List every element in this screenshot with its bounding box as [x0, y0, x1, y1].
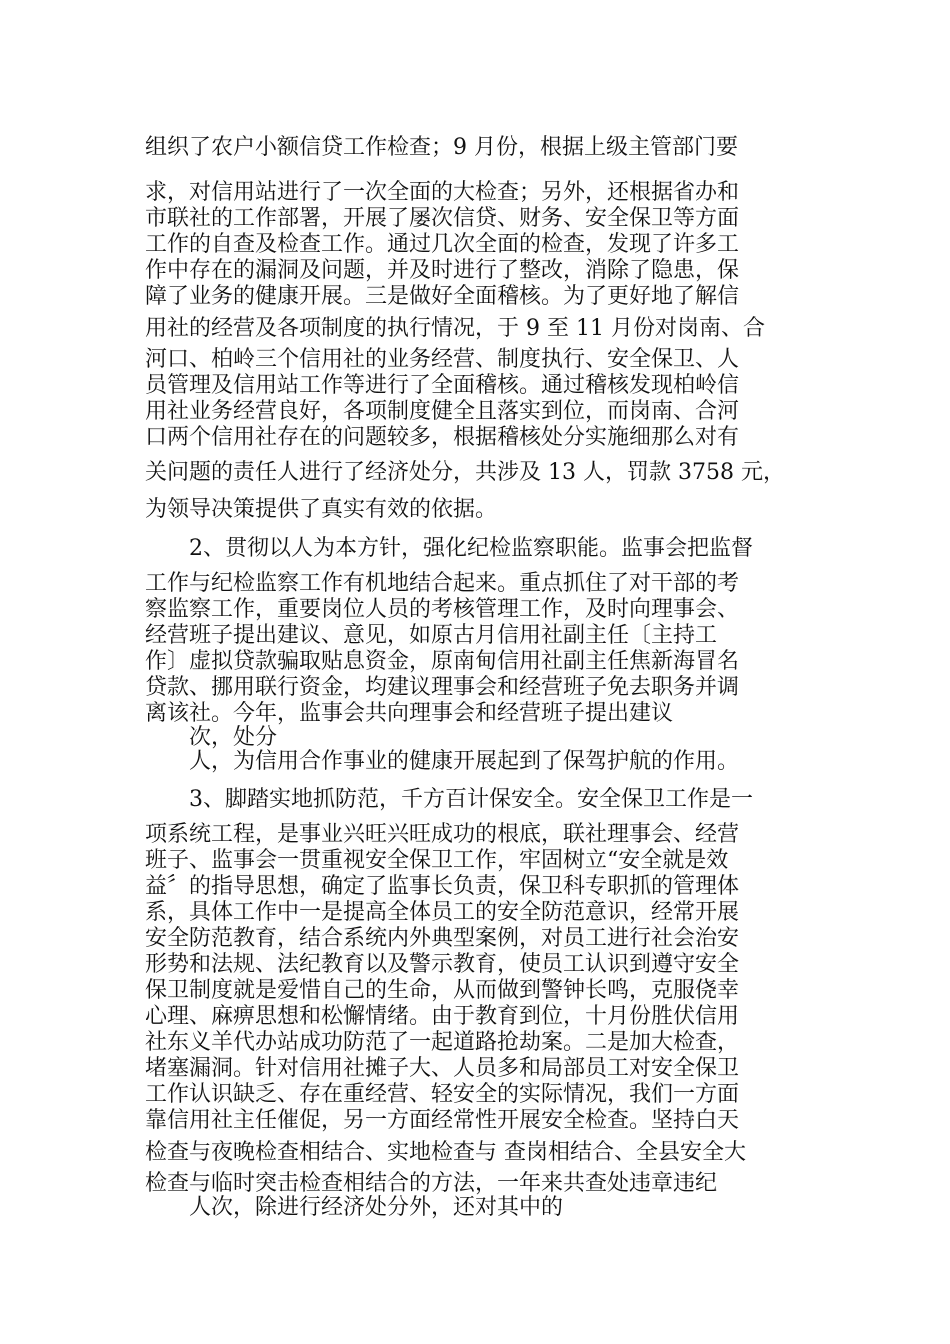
- text-line: 河口、柏岭三个信用社的业务经营、制度执行、安全保卫、人: [145, 347, 740, 372]
- text-line: 次，处分: [189, 725, 278, 750]
- text-line: 检查与夜晚检查相结合、实地检查与 查岗相结合、全县安全大: [145, 1140, 746, 1165]
- text-line: 障了业务的健康开展。三是做好全面稽核。为了更好地了解信: [145, 284, 740, 309]
- text-line: 安全防范教育，结合系统内外典型案例，对员工进行社会治安: [145, 926, 740, 951]
- text-line: 贷款、挪用联行资金，均建议理事会和经营班子免去职务并调: [145, 675, 740, 700]
- text-line: 用社的经营及各项制度的执行情况，于 9 至 11 月份对岗南、合: [145, 316, 765, 341]
- text-line: 为领导决策提供了真实有效的依据。: [145, 497, 498, 522]
- text-line: 形势和法规、法纪教育以及警示教育，使员工认识到遵守安全: [145, 952, 740, 977]
- text-line: 察监察工作，重要岗位人员的考核管理工作，及时向理事会、: [145, 597, 740, 622]
- text-line: 作〕虚拟贷款骗取贴息资金，原南甸信用社副主任焦新海冒名: [145, 649, 740, 674]
- text-line: 求，对信用站进行了一次全面的大检查；另外，还根据省办和: [145, 180, 740, 205]
- text-line: 口两个信用社存在的问题较多，根据稽核处分实施细那么对有: [145, 425, 740, 450]
- text-line: 系，具体工作中一是提高全体员工的安全防范意识，经常开展: [145, 900, 740, 925]
- text-line: 检查与临时突击检查相结合的方法，一年来共查处违章违纪: [145, 1171, 718, 1196]
- text-line: 经营班子提出建议、意见，如原古月信用社副主任〔主持工: [145, 623, 718, 648]
- text-line: 员管理及信用站工作等进行了全面稽核。通过稽核发现柏岭信: [145, 373, 740, 398]
- text-line: 益〞的指导思想，确定了监事长负责，保卫科专职抓的管理体: [145, 874, 740, 899]
- text-line: 3、脚踏实地抓防范，千方百计保安全。安全保卫工作是一: [189, 787, 753, 812]
- text-line: 工作的自查及检查工作。通过几次全面的检查，发现了许多工: [145, 232, 740, 257]
- text-line: 人次，除进行经济处分外，还对其中的: [189, 1195, 564, 1220]
- text-line: 班子、监事会一贯重视安全保卫工作，牢固树立“安全就是效: [145, 848, 729, 873]
- text-line: 工作认识缺乏、存在重经营、轻安全的实际情况，我们一方面: [145, 1082, 740, 1107]
- text-line: 作中存在的漏洞及问题，并及时进行了整改，消除了隐患，保: [145, 258, 740, 283]
- text-line: 市联社的工作部署，开展了屡次信贷、财务、安全保卫等方面: [145, 206, 740, 231]
- text-line: 关问题的责任人进行了经济处分，共涉及 13 人，罚款 3758 元，: [145, 460, 785, 485]
- text-line: 离该社。今年，监事会共向理事会和经营班子提出建议: [145, 701, 674, 726]
- text-line: 工作与纪检监察工作有机地结合起来。重点抓住了对干部的考: [145, 571, 740, 596]
- text-line: 靠信用社主任催促，另一方面经常性开展安全检查。坚持白天: [145, 1108, 740, 1133]
- text-line: 心理、麻痹思想和松懈情绪。由于教育到位，十月份胜伏信用: [145, 1004, 740, 1029]
- text-line: 组织了农户小额信贷工作检查；9 月份，根据上级主管部门要: [145, 135, 738, 160]
- text-line: 社东义羊代办站成功防范了一起道路抢劫案。二是加大检查，: [145, 1030, 740, 1055]
- text-line: 堵塞漏洞。针对信用社摊子大、人员多和局部员工对安全保卫: [145, 1056, 740, 1081]
- text-line: 项系统工程，是事业兴旺兴旺成功的根底，联社理事会、经营: [145, 822, 740, 847]
- text-line: 2、贯彻以人为本方针，强化纪检监察职能。监事会把监督: [189, 536, 753, 561]
- text-line: 保卫制度就是爱惜自己的生命，从而做到警钟长鸣，克服侥幸: [145, 978, 740, 1003]
- text-line: 用社业务经营良好，各项制度健全且落实到位，而岗南、合河: [145, 399, 740, 424]
- text-line: 人，为信用合作事业的健康开展起到了保驾护航的作用。: [189, 749, 740, 774]
